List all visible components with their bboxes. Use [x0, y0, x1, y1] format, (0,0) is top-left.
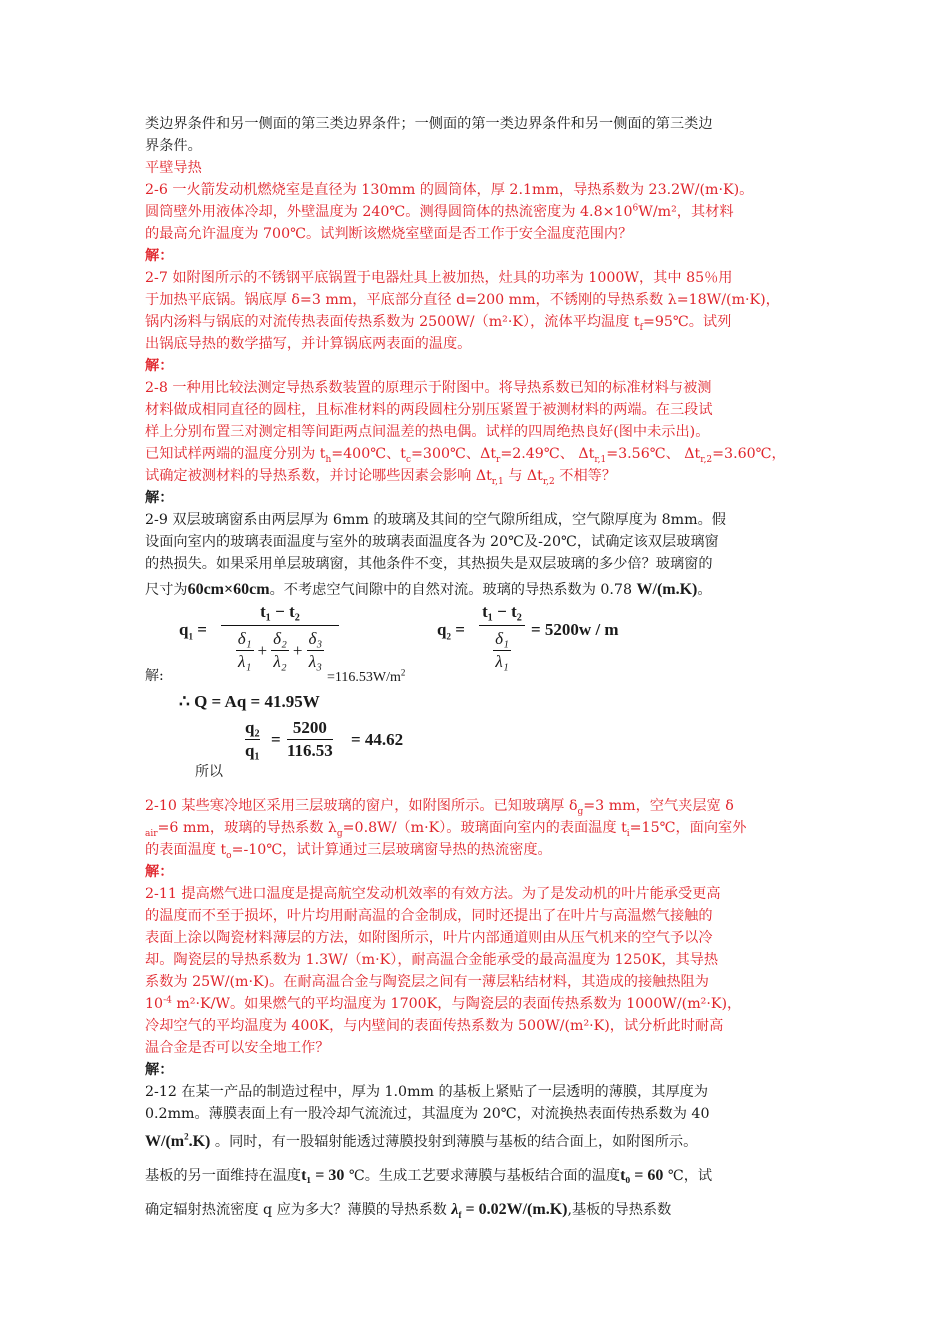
solution-2-9-equations [145, 602, 810, 795]
problem-2-8-line-5: 试确定被测材料的导热系数，并讨论哪些因素会影响 $\Delta t_{r,1}$ 与 $\Delta t_{r,2}$ 不相等？ [145, 468, 617, 487]
problem-2-8-line-2: 材料做成相同直径的圆柱，且标准材料的两段圆柱分别压紧置于被测材料的两端。在三段试 [145, 402, 713, 418]
problem-2-12-line-5: 确定辐射热流密度 q 应为多大？薄膜的导热系数 $\lambda_f = 0.02W/(m.K)$,基板的导热系数 [145, 1201, 672, 1221]
problem-2-10-line-1: 2-10 某些寒冷地区采用三层玻璃的窗户，如附图所示。已知玻璃厚 $\delta_g=3$ mm，空气夹层宽 δ [145, 798, 734, 817]
q2-value: = 5200w / m [531, 620, 619, 639]
problem-2-11-line-2: 的温度而不至于损坏，叶片均用耐高温的合金制成，同时还提出了在叶片与高温燃气接触的 [145, 908, 713, 924]
problem-2-10-line-3: 的表面温度 $t_o=-10℃$，试计算通过三层玻璃窗导热的热流密度。 [145, 842, 552, 861]
q2-fraction: t₁ − t₂ $\frac{\text{δ₁}}{\text{λ₁}}$ [479, 601, 525, 673]
intro-line-1: 类边界条件和另一侧面的第三类边界条件；一侧面的第一类边界条件和另一侧面的第三类边 [145, 116, 713, 132]
solution-label: 解： [145, 248, 174, 264]
solution-label-black: 解： [145, 1062, 174, 1078]
q2-numerator: t₁ − t₂ [479, 601, 525, 626]
problem-2-12-line-2: 0.2mm。薄膜表面上有一股冷却气流流过，其温度为 20℃，对流换热表面传热系数为 40 [145, 1106, 710, 1122]
problem-2-6 [145, 179, 810, 245]
problem-2-8-line-3: 样上分别布置三对测定相等间距两点间温差的热电偶。试样的四周绝热良好(图中未示出)。 [145, 424, 710, 440]
ratio-eq: = [271, 730, 281, 749]
problem-2-11-line-5: 系数为 25W/(m·K)。在耐高温合金与陶瓷层之间有一薄层粘结材料，其造成的接触热阻为 [145, 974, 709, 990]
q1-numerator: t₁ − t₂ [221, 601, 339, 626]
solution-2-9-label: 解: [145, 668, 164, 684]
problem-2-9 [145, 509, 810, 605]
problem-2-12 [145, 1081, 810, 1227]
q2-lhs: $q_2$ = [437, 620, 465, 642]
problem-2-10-line-2: $_{air}$=6 mm，玻璃的导热系数 $\lambda_g=0.8W/(m\cdot K)$。玻璃面向室内的表面温度 $t_i=15℃$，面向室外 [145, 820, 747, 839]
problem-2-6-line-3: 的最高允许温度为 700℃。试判断该燃烧室壁面是否工作于安全温度范围内？ [145, 226, 633, 242]
solution-label: 解： [145, 864, 174, 880]
solution-label: 解： [145, 358, 174, 374]
problem-2-11-line-3: 表面上涂以陶瓷材料薄层的方法，如附图所示，叶片内部通道则由从压气机来的空气予以冷 [145, 930, 713, 946]
problem-2-11-line-4: 却。陶瓷层的导热系数为 1.3W/（m·K），耐高温合金能承受的最高温度为 1250K，其导热 [145, 952, 719, 968]
problem-2-7-line-2: 于加热平底锅。锅底厚 δ=3 mm，平底部分直径 d=200 mm，不锈刚的导热系数 λ=18W/(m·K)， [145, 292, 780, 308]
problem-2-9-line-2: 设面向室内的玻璃表面温度与室外的玻璃表面温度各为 20℃及-20℃，试确定该双层玻璃窗 [145, 534, 719, 550]
q1-fraction [221, 601, 339, 673]
problem-2-11-line-8: 温合金是否可以安全地工作？ [145, 1040, 330, 1056]
problem-2-8-line-1: 2-8 一种用比较法测定导热系数装置的原理示于附图中。将导热系数已知的标准材料与被测 [145, 380, 712, 396]
problem-2-11-line-6: $10^{-4}$ m²·K/W。如果燃气的平均温度为 1700K，与陶瓷层的表面传热系数为 1000W/(m²·K)， [145, 995, 742, 1012]
solution-label-black: 解： [145, 490, 174, 506]
problem-2-8-line-4: 已知试样两端的温度分别为 $t_h=400℃$、$t_c=300℃$、$\Delta t_r=2.49℃$、 $\Delta t_{r,1}=3.56℃$、 $\Delta t_{r,2}=3.60℃$， [145, 446, 786, 465]
problem-2-8 [145, 377, 810, 487]
ratio-fraction-a: q₂ q₁ [245, 718, 260, 760]
q1-denominator: $\frac{\text{δ₁}}{\text{λ₁}}$ + $\frac{\text{δ₂}}{\text{λ₂}}$ + $\frac{\text{δ₃}}{\text{λ₃}}$ [237, 629, 323, 671]
problem-2-9-line-1: 2-9 双层玻璃窗系由两层厚为 6mm 的玻璃及其间的空气隙所组成，空气隙厚度为 8mm。假 [145, 512, 726, 528]
ratio-value: = 44.62 [351, 730, 404, 749]
Q-result: ∴ Q = Aq = 41.95W [179, 692, 320, 711]
intro-line-2: 界条件。 [145, 138, 202, 154]
problem-2-9-line-4: 尺寸为60cm×60cm。不考虑空气间隙中的自然对流。玻璃的导热系数为 0.78 W/(m.K)。 [145, 581, 712, 598]
problem-2-11-line-1: 2-11 提高燃气进口温度是提高航空发动机效率的有效方法。为了是发动机的叶片能承受更高 [145, 886, 721, 902]
problem-2-12-line-4: 基板的另一面维持在温度t₁ = 30 ℃。生成工艺要求薄膜与基板结合面的温度t₀ = 60 ℃，试 [145, 1167, 713, 1184]
problem-2-12-line-1: 2-12 在某一产品的制造过程中，厚为 1.0mm 的基板上紧贴了一层透明的薄膜，其厚度为 [145, 1084, 709, 1100]
q1-value: $=116.53W/m^2$ [327, 667, 406, 685]
problem-2-7-line-1: 2-7 如附图所示的不锈钢平底锅置于电器灶具上被加热，灶具的功率为 1000W，其中 85％用 [145, 270, 733, 286]
suoyi-label: 所以 [195, 764, 223, 780]
ratio-fraction-b: 5200 116.53 [287, 718, 333, 760]
problem-2-7 [145, 267, 810, 355]
problem-2-6-line-1: 2-6 一火箭发动机燃烧室是直径为 130mm 的圆筒体，厚 2.1mm，导热系数为 23.2W/(m·K)。 [145, 182, 754, 198]
problem-2-11 [145, 883, 810, 1059]
q1-lhs: $q_1$ = [179, 620, 207, 642]
problem-2-7-line-3: 锅内汤料与锅底的对流传热表面传热系数为 2500W/（m²·K），流体平均温度 $t_f=95℃$。试列 [145, 314, 732, 333]
section-title: 平壁导热 [145, 160, 202, 176]
problem-2-12-line-3: $W/(m^2.K)$ 。同时，有一股辐射能透过薄膜投射到薄膜与基板的结合面上，如附图所示。 [145, 1131, 698, 1150]
problem-2-7-line-4: 出锅底导热的数学描写，并计算锅底两表面的温度。 [145, 336, 472, 352]
problem-2-10 [145, 795, 810, 861]
document-page [145, 113, 810, 1227]
problem-2-9-line-3: 的热损失。如果采用单层玻璃窗，其他条件不变，其热损失是双层玻璃的多少倍？玻璃窗的 [145, 556, 713, 572]
problem-2-6-line-2: 圆筒壁外用液体冷却，外壁温度为 240℃。测得圆筒体的热流密度为 $4.8\times 10^6W/m^2$，其材料 [145, 203, 734, 220]
problem-2-11-line-7: 冷却空气的平均温度为 400K，与内壁间的表面传热系数为 500W/(m²·K)，试分析此时耐高 [145, 1018, 724, 1034]
